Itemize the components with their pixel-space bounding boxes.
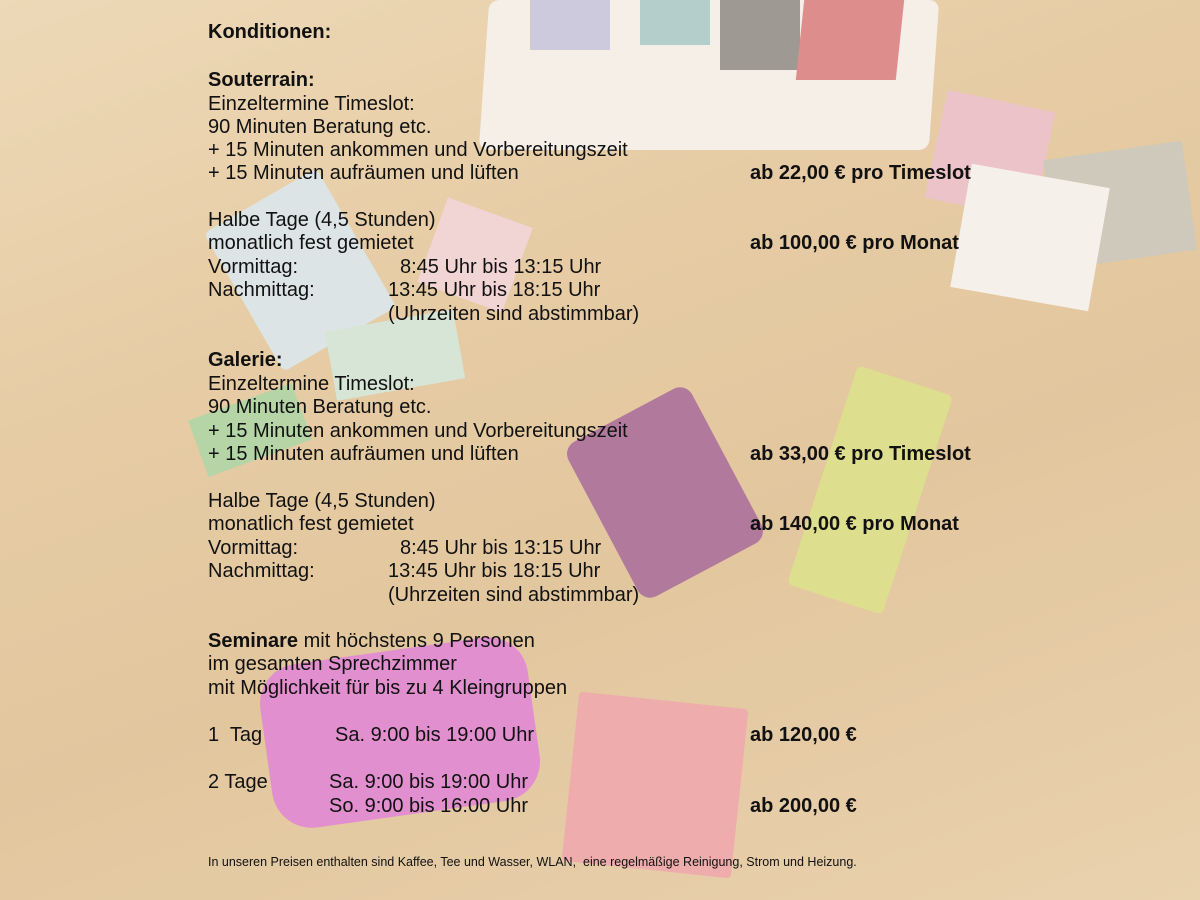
souterrain-timeslot-line: 90 Minuten Beratung etc.: [208, 116, 432, 138]
seminare-two-day-label: 2 Tage: [208, 771, 268, 793]
galerie-timeslot-line: + 15 Minuten ankommen und Vorbereitungszeit: [208, 420, 628, 442]
galerie-times-note: (Uhrzeiten sind abstimmbar): [388, 584, 640, 606]
souterrain-morning-label: Vormittag:: [208, 256, 299, 278]
seminare-one-day-time: Sa. 9:00 bis 19:00 Uhr: [335, 724, 535, 746]
souterrain-timeslot-line: + 15 Minuten aufräumen und lüften: [208, 162, 519, 184]
page-title: Konditionen:: [208, 21, 332, 43]
galerie-halfday-subtitle: monatlich fest gemietet: [208, 513, 414, 535]
souterrain-afternoon-label: Nachmittag:: [208, 279, 315, 301]
seminare-capacity: mit höchstens 9 Personen: [298, 630, 535, 652]
seminare-one-day-label: 1 Tag: [208, 724, 263, 746]
galerie-morning-label: Vormittag:: [208, 537, 299, 559]
galerie-timeslot-line: + 15 Minuten aufräumen und lüften: [208, 443, 519, 465]
seminare-heading-line: [208, 629, 535, 653]
souterrain-timeslot-price: ab 22,00 € pro Timeslot: [750, 162, 971, 184]
souterrain-halfday-title: Halbe Tage (4,5 Stunden): [208, 209, 436, 231]
section-heading-souterrain: Souterrain:: [208, 69, 315, 91]
footer-note: In unseren Preisen enthalten sind Kaffee, Tee und Wasser, WLAN, eine regelmäßige Reinigung, Strom und Heizung.: [208, 855, 857, 869]
souterrain-halfday-price: ab 100,00 € pro Monat: [750, 232, 959, 254]
section-heading-seminare: Seminare: [208, 630, 299, 652]
galerie-morning-time: 8:45 Uhr bis 13:15 Uhr: [400, 537, 602, 559]
galerie-timeslot-price: ab 33,00 € pro Timeslot: [750, 443, 971, 465]
souterrain-times-note: (Uhrzeiten sind abstimmbar): [388, 303, 640, 325]
seminare-one-day-price: ab 120,00 €: [750, 724, 857, 746]
seminare-groups: mit Möglichkeit für bis zu 4 Kleingruppen: [208, 677, 568, 699]
galerie-halfday-title: Halbe Tage (4,5 Stunden): [208, 490, 436, 512]
section-heading-galerie: Galerie:: [208, 349, 283, 371]
seminare-two-day-price: ab 200,00 €: [750, 795, 857, 817]
souterrain-afternoon-time: 13:45 Uhr bis 18:15 Uhr: [388, 279, 601, 301]
galerie-timeslot-line: Einzeltermine Timeslot:: [208, 373, 415, 395]
souterrain-timeslot-line: + 15 Minuten ankommen und Vorbereitungszeit: [208, 139, 628, 161]
seminare-two-day-time-sunday: So. 9:00 bis 16:00 Uhr: [329, 795, 529, 817]
galerie-halfday-price: ab 140,00 € pro Monat: [750, 513, 959, 535]
seminare-two-day-time-saturday: Sa. 9:00 bis 19:00 Uhr: [329, 771, 529, 793]
seminare-room: im gesamten Sprechzimmer: [208, 653, 457, 675]
souterrain-morning-time: 8:45 Uhr bis 13:15 Uhr: [400, 256, 602, 278]
souterrain-halfday-subtitle: monatlich fest gemietet: [208, 232, 414, 254]
galerie-afternoon-time: 13:45 Uhr bis 18:15 Uhr: [388, 560, 601, 582]
galerie-timeslot-line: 90 Minuten Beratung etc.: [208, 396, 432, 418]
galerie-afternoon-label: Nachmittag:: [208, 560, 315, 582]
souterrain-timeslot-line: Einzeltermine Timeslot:: [208, 93, 415, 115]
